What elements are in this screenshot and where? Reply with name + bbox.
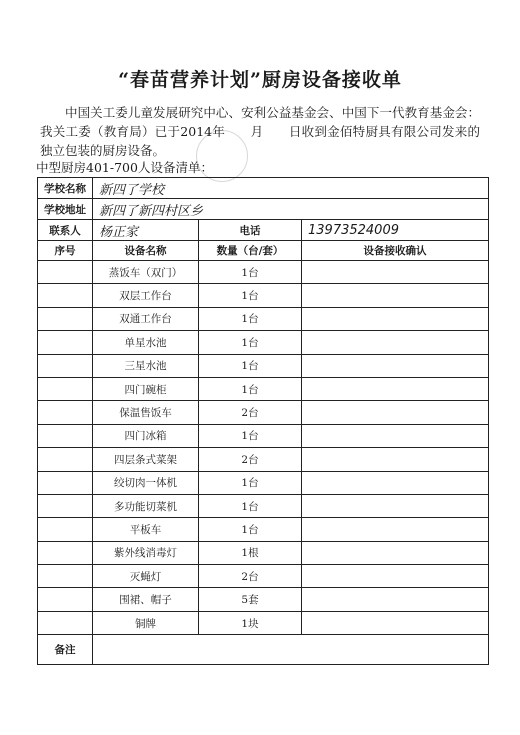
serial-cell — [38, 261, 93, 284]
quantity-cell: 2台 — [199, 401, 302, 424]
quantity-cell: 1台 — [199, 284, 302, 307]
serial-cell — [38, 494, 93, 517]
receipt-confirm-cell[interactable] — [302, 494, 489, 517]
table-row — [38, 471, 489, 494]
equipment-name-cell: 围裙、帽子 — [93, 588, 199, 611]
receipt-confirm-cell[interactable] — [302, 424, 489, 447]
table-row — [38, 331, 489, 354]
quantity-cell: 1台 — [199, 424, 302, 447]
serial-cell — [38, 307, 93, 330]
receipt-confirm-cell[interactable] — [302, 518, 489, 541]
page-title: “春苗营养计划”厨房设备接收单 — [118, 69, 402, 91]
equipment-name-cell: 平板车 — [93, 518, 199, 541]
table-row — [38, 354, 489, 377]
equipment-name-cell: 四门冰箱 — [93, 424, 199, 447]
equipment-name-cell: 蒸饭车（双门） — [93, 261, 199, 284]
table-row — [38, 377, 489, 400]
school-name-row — [38, 178, 489, 199]
equipment-name-cell: 四门碗柜 — [93, 377, 199, 400]
serial-cell — [38, 611, 93, 634]
table-row — [38, 424, 489, 447]
contact-field[interactable]: 杨正家 — [93, 220, 199, 241]
intro-paragraph: 中国关工委儿童发展研究中心、安利公益基金会、中国下一代教育基金会：我关工委（教育局）已于2014年 月 日收到金佰特厨具有限公司发来的独立包装的厨房设备。 — [40, 105, 480, 158]
serial-cell — [38, 471, 93, 494]
equipment-name-cell: 紫外线消毒灯 — [93, 541, 199, 564]
table-row — [38, 565, 489, 588]
quantity-cell: 1台 — [199, 307, 302, 330]
phone-label: 电话 — [199, 220, 302, 241]
equipment-name-cell: 四层条式菜架 — [93, 448, 199, 471]
serial-cell — [38, 401, 93, 424]
serial-cell — [38, 331, 93, 354]
serial-cell — [38, 518, 93, 541]
table-row — [38, 518, 489, 541]
school-name-field[interactable]: 新四了学校 — [93, 178, 489, 199]
serial-cell — [38, 588, 93, 611]
receipt-confirm-cell[interactable] — [302, 331, 489, 354]
receipt-confirm-cell[interactable] — [302, 448, 489, 471]
receipt-form-table — [37, 177, 489, 665]
serial-cell — [38, 424, 93, 447]
remark-label: 备注 — [38, 635, 93, 665]
quantity-cell: 1台 — [199, 518, 302, 541]
table-header-row — [38, 241, 489, 261]
table-row — [38, 261, 489, 284]
quantity-cell: 1块 — [199, 611, 302, 634]
table-row — [38, 588, 489, 611]
serial-cell — [38, 541, 93, 564]
equipment-name-cell: 单星水池 — [93, 331, 199, 354]
equipment-name-cell: 双通工作台 — [93, 307, 199, 330]
quantity-cell: 5套 — [199, 588, 302, 611]
equipment-name-cell: 多功能切菜机 — [93, 494, 199, 517]
table-row — [38, 401, 489, 424]
receipt-confirm-cell[interactable] — [302, 471, 489, 494]
receipt-confirm-cell[interactable] — [302, 565, 489, 588]
quantity-cell: 1台 — [199, 494, 302, 517]
receipt-confirm-cell[interactable] — [302, 401, 489, 424]
table-row — [38, 494, 489, 517]
school-name-label: 学校名称 — [38, 178, 93, 199]
equipment-name-cell: 铜牌 — [93, 611, 199, 634]
quantity-cell: 1根 — [199, 541, 302, 564]
table-row — [38, 284, 489, 307]
equipment-name-cell: 绞切肉一体机 — [93, 471, 199, 494]
serial-cell — [38, 448, 93, 471]
contact-row — [38, 220, 489, 241]
quantity-cell: 1台 — [199, 331, 302, 354]
quantity-cell: 1台 — [199, 377, 302, 400]
serial-cell — [38, 377, 93, 400]
equipment-name-cell: 保温售饭车 — [93, 401, 199, 424]
receipt-confirm-cell[interactable] — [302, 284, 489, 307]
phone-field[interactable]: 13973524009 — [302, 220, 489, 241]
equipment-name-cell: 双层工作台 — [93, 284, 199, 307]
contact-label: 联系人 — [38, 220, 93, 241]
serial-cell — [38, 565, 93, 588]
serial-cell — [38, 284, 93, 307]
equipment-name-cell: 三星水池 — [93, 354, 199, 377]
header-serial: 序号 — [38, 241, 93, 261]
quantity-cell: 1台 — [199, 261, 302, 284]
equipment-list-heading: 中型厨房401-700人设备清单： — [36, 160, 213, 175]
equipment-name-cell: 灭蝇灯 — [93, 565, 199, 588]
receipt-confirm-cell[interactable] — [302, 541, 489, 564]
header-equipment-name: 设备名称 — [93, 241, 199, 261]
table-row — [38, 541, 489, 564]
table-row — [38, 307, 489, 330]
quantity-cell: 1台 — [199, 354, 302, 377]
table-row — [38, 448, 489, 471]
quantity-cell: 2台 — [199, 448, 302, 471]
remark-field[interactable] — [93, 635, 489, 665]
receipt-confirm-cell[interactable] — [302, 588, 489, 611]
remark-row — [38, 635, 489, 665]
header-receipt-confirm: 设备接收确认 — [302, 241, 489, 261]
quantity-cell: 1台 — [199, 471, 302, 494]
receipt-confirm-cell[interactable] — [302, 377, 489, 400]
school-address-row — [38, 199, 489, 220]
header-quantity: 数量（台/套） — [199, 241, 302, 261]
quantity-cell: 2台 — [199, 565, 302, 588]
receipt-confirm-cell[interactable] — [302, 261, 489, 284]
table-row — [38, 611, 489, 634]
school-address-field[interactable]: 新四了新四村区乡 — [93, 199, 489, 220]
receipt-confirm-cell[interactable] — [302, 354, 489, 377]
school-address-label: 学校地址 — [38, 199, 93, 220]
serial-cell — [38, 354, 93, 377]
receipt-confirm-cell[interactable] — [302, 611, 489, 634]
receipt-confirm-cell[interactable] — [302, 307, 489, 330]
